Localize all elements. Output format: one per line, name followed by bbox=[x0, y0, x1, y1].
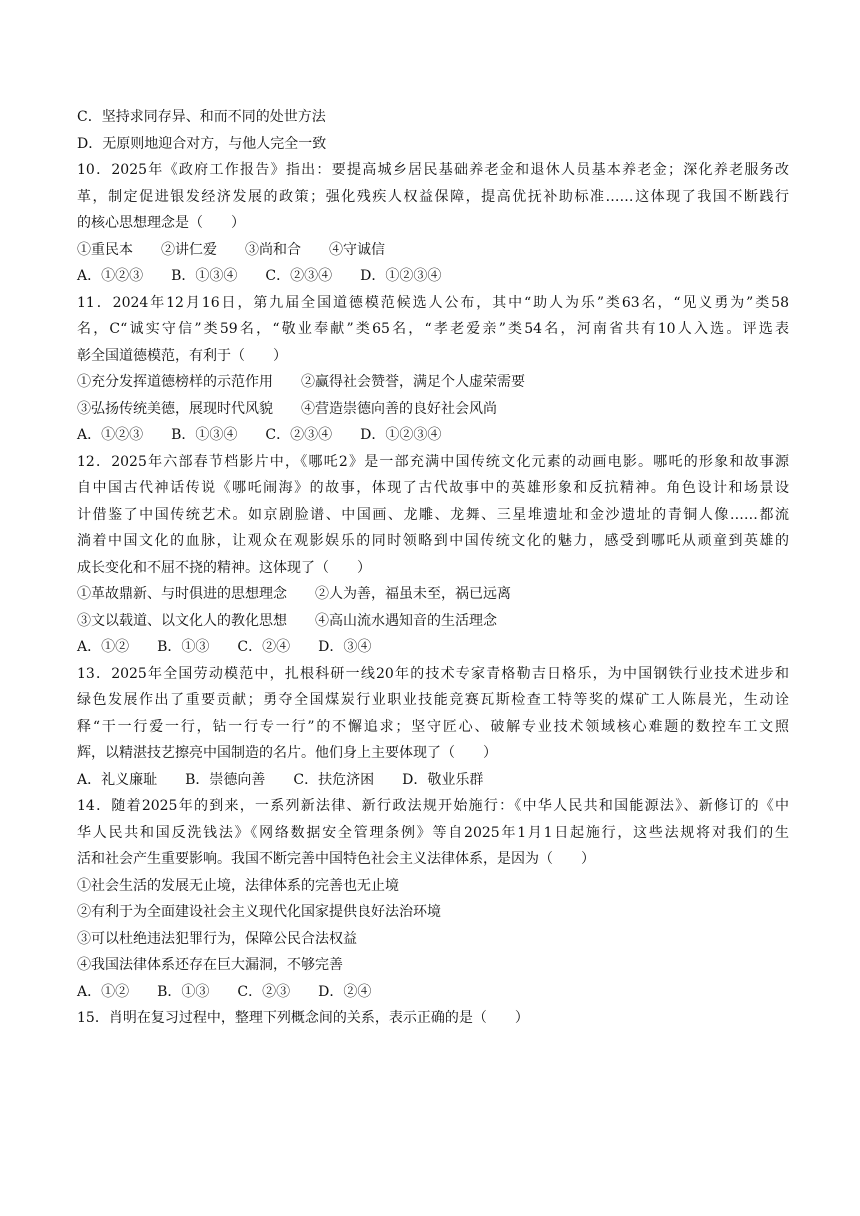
text-line: 活和社会产生重要影响。我国不断完善中国特色社会主义法律体系，是因为（ ） bbox=[77, 851, 595, 867]
text-line: ①重民本 ②讲仁爱 ③尚和合 ④守诚信 bbox=[77, 241, 385, 258]
text-line: 辉，以精湛技艺擦亮中国制造的名片。他们身上主要体现了（ ） bbox=[77, 745, 497, 761]
text-line: 的核心思想理念是（ ） bbox=[77, 215, 245, 231]
text-line: 绿色发展作出了重要贡献；勇夺全国煤炭行业职业技能竞赛瓦斯检查工特等奖的煤矿工人陈晨光，生动诠 bbox=[77, 692, 789, 708]
text-line: 计借鉴了中国传统艺术。如京剧脸谱、中国画、龙雕、龙舞、三星堆遗址和金沙遗址的青铜人像……都流 bbox=[77, 506, 789, 523]
text-line: A．①② B．①③ C．②④ D．③④ bbox=[77, 639, 372, 655]
text-line: A．①②③ B．①③④ C．②③④ D．①②③④ bbox=[77, 427, 442, 443]
text-line: 彰全国道德模范，有利于（ ） bbox=[77, 347, 287, 364]
text-line: 成长变化和不屈不挠的精神。这体现了（ ） bbox=[77, 559, 371, 576]
text-line: ①充分发挥道德榜样的示范作用 ②赢得社会赞誉，满足个人虚荣需要 bbox=[77, 374, 525, 390]
text-line: 名，C“诚实守信”类59名，“敬业奉献”类65名，“孝老爱亲”类54名，河南省共有10人入选。评选表 bbox=[77, 321, 789, 337]
text-line: 12．2025年六部春节档影片中，《哪吒2》是一部充满中国传统文化元素的动画电影。哪吒的形象和故事源 bbox=[77, 453, 789, 470]
text-line: 10．2025年《政府工作报告》指出：要提高城乡居民基础养老金和退休人员基本养老金；深化养老服务改 bbox=[77, 162, 789, 178]
text-line: 淌着中国文化的血脉，让观众在观影娱乐的同时领略到中国传统文化的魅力，感受到哪吒从顽童到英雄的 bbox=[77, 533, 789, 549]
text-line: ③可以杜绝违法犯罪行为，保障公民合法权益 bbox=[77, 930, 357, 947]
text-line: ②有利于为全面建设社会主义现代化国家提供良好法治环境 bbox=[77, 904, 441, 920]
text-line: 释“干一行爱一行，钻一行专一行”的不懈追求；坚守匠心、破解专业技术领域核心难题的数控车工文照 bbox=[77, 718, 789, 735]
question-text-block bbox=[77, 104, 789, 1032]
text-line: ③弘扬传统美德，展现时代风貌 ④营造崇德向善的良好社会风尚 bbox=[77, 400, 497, 417]
text-line: 革，制定促进银发经济发展的政策；强化残疾人权益保障，提高优抚补助标准……这体现了我国不断践行 bbox=[77, 188, 789, 205]
text-line: A．①② B．①③ C．②③ D．②④ bbox=[77, 983, 372, 1000]
text-line: C．坚持求同存异、和而不同的处世方法 bbox=[77, 109, 326, 125]
text-line: ①革故鼎新、与时俱进的思想理念 ②人为善，福虽未至，祸已远离 bbox=[77, 586, 511, 602]
text-line: 14．随着2025年的到来，一系列新法律、新行政法规开始施行：《中华人民共和国能源法》、新修订的《中 bbox=[77, 798, 789, 814]
text-line: 11．2024年12月16日，第九届全国道德模范候选人公布，其中“助人为乐”类63名，“见义勇为”类58 bbox=[77, 294, 789, 311]
text-line: A．①②③ B．①③④ C．②③④ D．①②③④ bbox=[77, 268, 442, 284]
text-line: D．无原则地迎合对方，与他人完全一致 bbox=[77, 135, 327, 152]
text-line: ①社会生活的发展无止境，法律体系的完善也无止境 bbox=[77, 877, 399, 894]
text-line: 13．2025年全国劳动模范中，扎根科研一线20年的技术专家青格勒吉日格乐，为中国钢铁行业技术进步和 bbox=[77, 665, 789, 682]
text-line: 华人民共和国反洗钱法》《网络数据安全管理条例》等自2025年1月1日起施行，这些法规将对我们的生 bbox=[77, 824, 789, 841]
text-line: ③文以载道、以文化人的教化思想 ④高山流水遇知音的生活理念 bbox=[77, 612, 497, 629]
text-line: 自中国古代神话传说《哪吒闹海》的故事，体现了古代故事中的英雄形象和反抗精神。角色设计和场景设 bbox=[77, 480, 789, 496]
text-line: 15．肖明在复习过程中，整理下列概念间的关系，表示正确的是（ ） bbox=[77, 1010, 529, 1026]
text-line: A．礼义廉耻 B．崇德向善 C．扶危济困 D．敬业乐群 bbox=[77, 771, 484, 788]
text-line: ④我国法律体系还存在巨大漏洞，不够完善 bbox=[77, 957, 343, 973]
